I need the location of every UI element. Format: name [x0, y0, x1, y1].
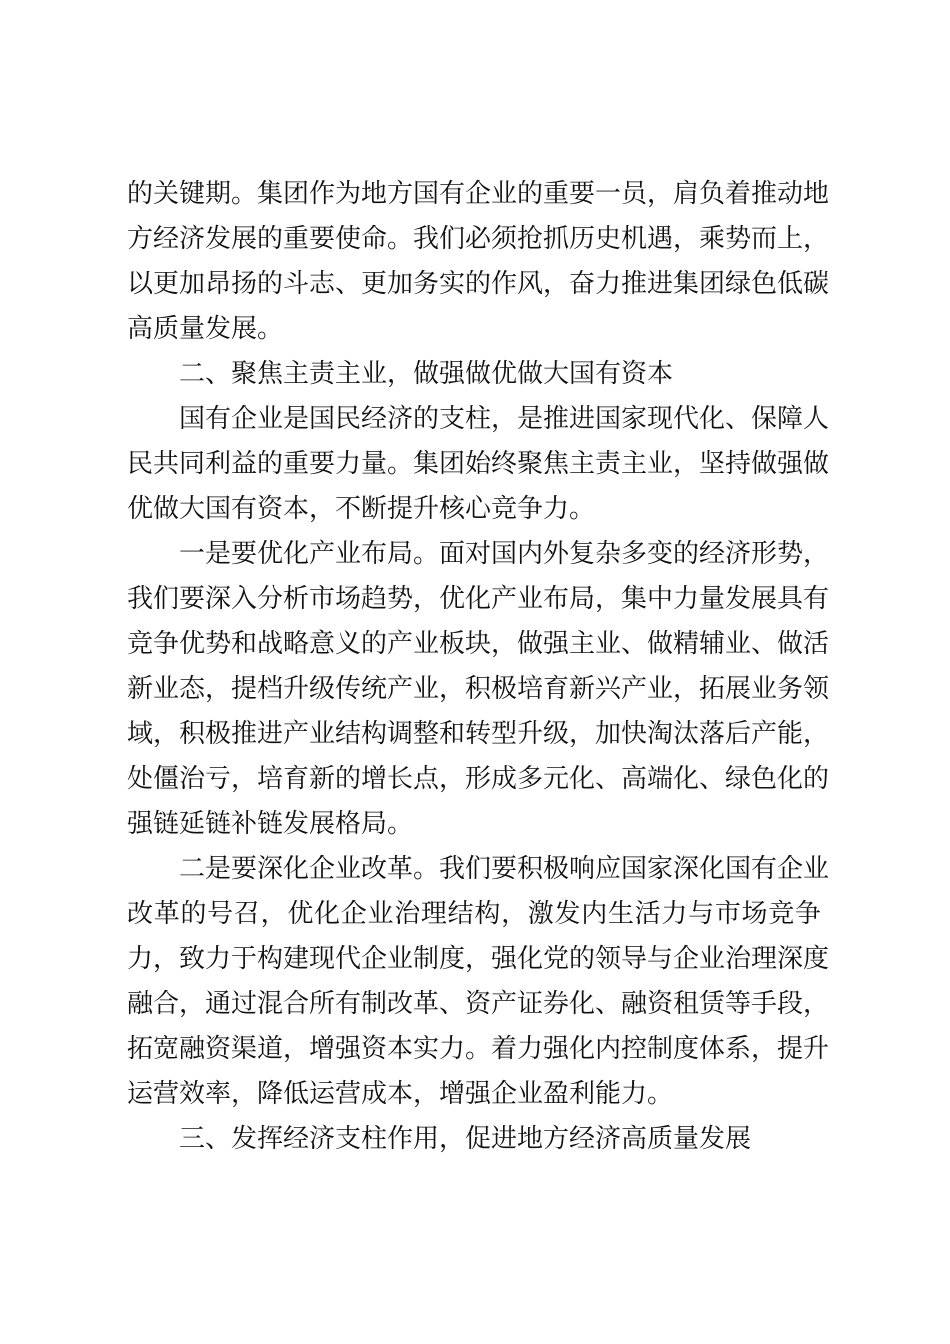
text-line: 域，积极推进产业结构调整和转型升级，加快淘汰落后产能，: [127, 719, 830, 749]
text-line: 融合，通过混合所有制改革、资产证券化、融资租赁等手段，: [127, 989, 830, 1019]
paragraph-first-line: 国有企业是国民经济的支柱，是推进国家现代化、保障人: [179, 404, 830, 434]
text-line: 处僵治亏，培育新的增长点，形成多元化、高端化、绿色化的: [127, 764, 830, 794]
paragraph-first-line: 二是要深化企业改革。我们要积极响应国家深化国有企业: [179, 854, 830, 884]
text-line: 优做大国有资本，不断提升核心竞争力。: [127, 494, 596, 524]
text-line: 拓宽融资渠道，增强资本实力。着力强化内控制度体系，提升: [127, 1034, 830, 1064]
text-line: 民共同利益的重要力量。集团始终聚焦主责主业，坚持做强做: [127, 449, 830, 479]
text-line: 新业态，提档升级传统产业，积极培育新兴产业，拓展业务领: [127, 674, 830, 704]
document-body: [127, 172, 830, 1162]
paragraph-first-line: 一是要优化产业布局。面对国内外复杂多变的经济形势，: [179, 539, 830, 569]
text-line: 竞争优势和战略意义的产业板块，做强主业、做精辅业、做活: [127, 629, 830, 659]
text-line: 高质量发展。: [127, 314, 284, 344]
section-heading: 三、发挥经济支柱作用，促进地方经济高质量发展: [179, 1124, 752, 1154]
text-line: 强链延链补链发展格局。: [127, 809, 414, 839]
text-line: 以更加昂扬的斗志、更加务实的作风，奋力推进集团绿色低碳: [127, 269, 830, 299]
text-line: 的关键期。集团作为地方国有企业的重要一员，肩负着推动地: [127, 179, 830, 209]
text-line: 我们要深入分析市场趋势，优化产业布局，集中力量发展具有: [127, 584, 830, 614]
text-line: 力，致力于构建现代企业制度，强化党的领导与企业治理深度: [127, 944, 830, 974]
text-line: 方经济发展的重要使命。我们必须抢抓历史机遇，乘势而上，: [127, 224, 830, 254]
section-heading: 二、聚焦主责主业，做强做优做大国有资本: [179, 359, 674, 389]
text-line: 改革的号召，优化企业治理结构，激发内生活力与市场竞争: [127, 899, 821, 929]
text-line: 运营效率，降低运营成本，增强企业盈利能力。: [127, 1079, 674, 1109]
